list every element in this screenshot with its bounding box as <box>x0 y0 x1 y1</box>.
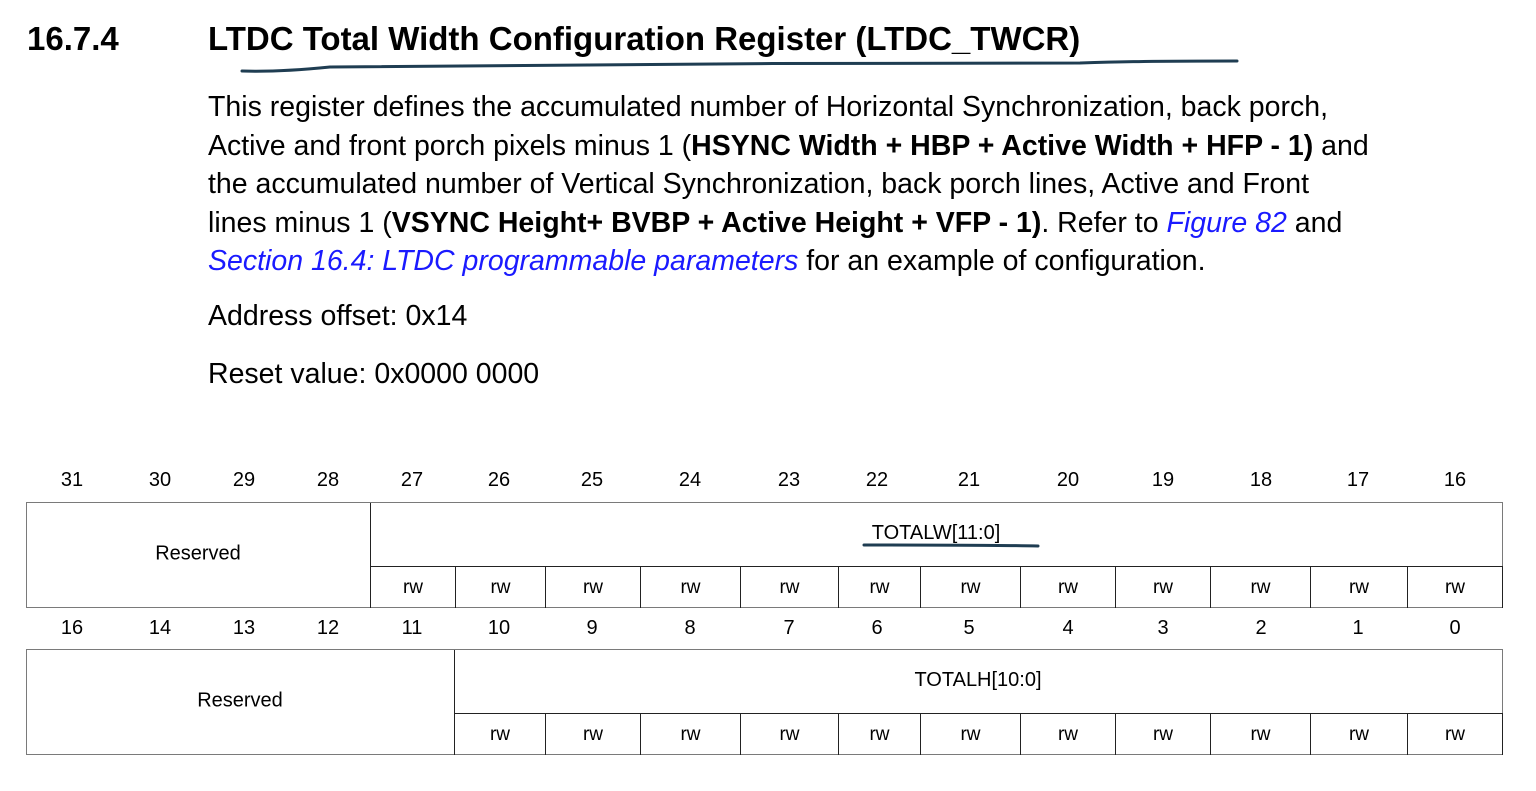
bit-number: 25 <box>580 469 604 491</box>
bit-number: 4 <box>1062 617 1074 639</box>
desc-text: and <box>1286 206 1343 239</box>
desc-line-1: This register defines the accumulated number of Horizontal Synchronization, back porch, <box>208 91 1328 123</box>
desc-line-4 <box>208 204 1518 243</box>
bit-number: 6 <box>871 617 883 639</box>
bit-number: 0 <box>1449 617 1461 639</box>
address-offset: Address offset: 0x14 <box>208 300 468 332</box>
access-cell-bit27: rw <box>370 566 455 608</box>
section-title: LTDC Total Width Configuration Register (LTDC_TWCR) <box>208 20 1081 57</box>
bit-number: 1 <box>1352 617 1364 639</box>
access-cell-bit25: rw <box>545 566 640 608</box>
access-cell-bit23: rw <box>740 566 838 608</box>
bit-number: 14 <box>148 617 172 639</box>
bit-number: 27 <box>400 469 424 491</box>
desc-line-5 <box>208 242 1518 281</box>
desc-text: and <box>1313 129 1369 162</box>
bit-number: 19 <box>1151 469 1175 491</box>
bit-number: 11 <box>401 617 423 639</box>
bit-number: 7 <box>783 617 795 639</box>
bit-number: 5 <box>963 617 975 639</box>
access-cell-bit10: rw <box>454 713 545 755</box>
figure-82-link[interactable]: Figure 82 <box>1166 206 1287 239</box>
field-totalw-label: TOTALW[11:0] <box>871 522 1001 544</box>
bit-number: 2 <box>1255 617 1267 639</box>
bit-number: 31 <box>60 469 84 491</box>
access-cell-bit18: rw <box>1210 566 1310 608</box>
access-cell-bit1: rw <box>1310 713 1407 755</box>
access-cell-bit19: rw <box>1115 566 1210 608</box>
bit-number: 30 <box>148 469 172 491</box>
access-cell-bit7: rw <box>740 713 838 755</box>
access-cell-bit16: rw <box>1407 566 1503 608</box>
bit-number: 10 <box>487 617 511 639</box>
bit-number: 24 <box>678 469 702 491</box>
bit-number: 3 <box>1157 617 1169 639</box>
handwritten-underline-annotation <box>862 540 1042 550</box>
access-cell-bit5: rw <box>920 713 1020 755</box>
bit-number: 8 <box>684 617 696 639</box>
field-totalh-label: TOTALH[10:0] <box>914 669 1042 691</box>
section-16-4-link[interactable]: Section 16.4: LTDC programmable parameters <box>208 245 799 278</box>
access-cell-bit24: rw <box>640 566 740 608</box>
bit-number: 22 <box>865 469 889 491</box>
desc-line-3: the accumulated number of Vertical Synchronization, back porch lines, Active and Front <box>208 168 1310 201</box>
bit-number: 12 <box>316 617 340 639</box>
access-cell-bit8: rw <box>640 713 740 755</box>
access-cell-bit4: rw <box>1020 713 1115 755</box>
desc-line-2 <box>208 127 1518 166</box>
desc-formula-vertical: VSYNC Height+ BVBP + Active Height + VFP - 1) <box>391 206 1042 239</box>
reset-value: Reset value: 0x0000 0000 <box>208 358 540 390</box>
access-cell-bit6: rw <box>838 713 920 755</box>
access-cell-bit0: rw <box>1407 713 1503 755</box>
access-cell-bit17: rw <box>1310 566 1407 608</box>
bit-number: 16 <box>1443 469 1467 491</box>
bit-number: 16 <box>60 617 84 639</box>
access-cell-bit20: rw <box>1020 566 1115 608</box>
bit-number: 13 <box>232 617 256 639</box>
access-cell-bit9: rw <box>545 713 640 755</box>
reserved-label-lower: Reserved <box>197 689 283 712</box>
access-cell-bit2: rw <box>1210 713 1310 755</box>
access-cell-bit22: rw <box>838 566 920 608</box>
section-number: 16.7.4 <box>27 20 119 57</box>
desc-text: for an example of configuration. <box>798 245 1206 278</box>
access-cell-bit26: rw <box>455 566 545 608</box>
desc-formula-horizontal: HSYNC Width + HBP + Active Width + HFP - 1) <box>691 129 1314 162</box>
bit-number: 26 <box>487 469 511 491</box>
desc-text: Active and front porch pixels minus 1 ( <box>208 129 692 162</box>
bit-number: 23 <box>777 469 801 491</box>
register-description <box>208 88 1518 281</box>
access-cell-bit21: rw <box>920 566 1020 608</box>
bit-number: 18 <box>1249 469 1273 491</box>
desc-text: lines minus 1 ( <box>208 206 392 239</box>
bit-number: 28 <box>316 469 340 491</box>
access-cell-bit3: rw <box>1115 713 1210 755</box>
desc-text: . Refer to <box>1041 206 1167 239</box>
reserved-label-upper: Reserved <box>155 542 241 565</box>
bit-number: 29 <box>232 469 256 491</box>
bit-number: 17 <box>1346 469 1370 491</box>
handwritten-underline-annotation <box>240 55 1240 77</box>
bit-number: 21 <box>957 469 981 491</box>
bit-number: 20 <box>1056 469 1080 491</box>
bit-number: 9 <box>586 617 598 639</box>
